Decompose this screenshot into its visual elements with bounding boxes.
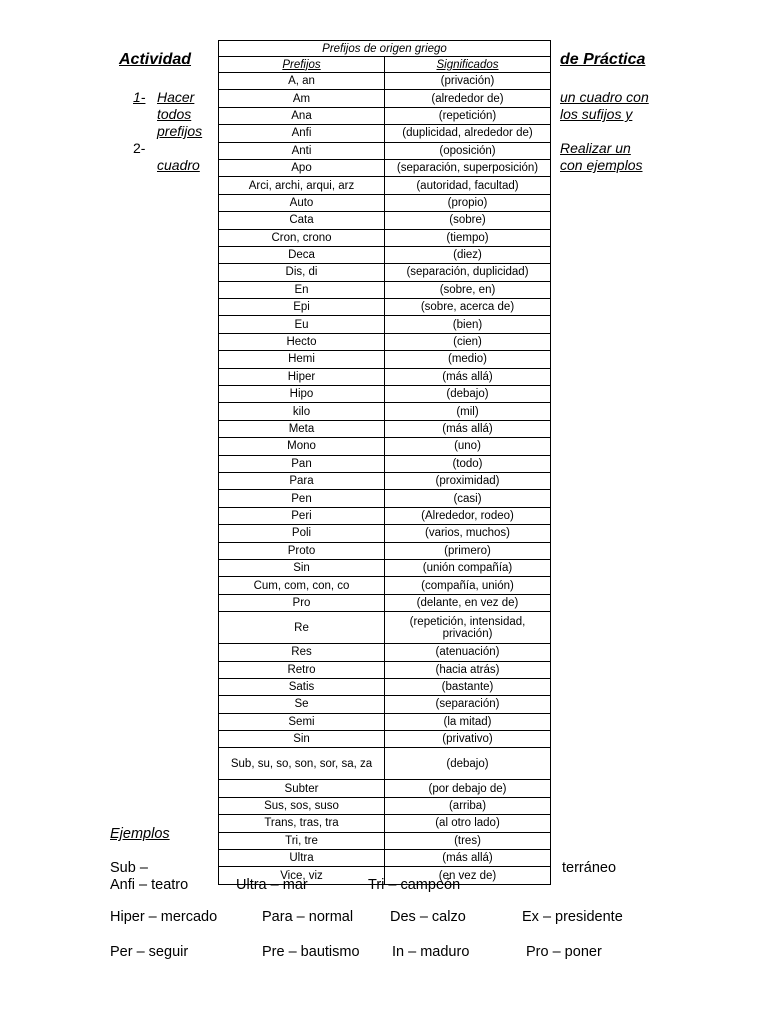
example-ultra: Ultra – mar <box>236 877 308 893</box>
table-row <box>219 386 551 403</box>
example-hiper: Hiper – mercado <box>110 909 218 925</box>
table-row <box>219 832 551 849</box>
meaning-cell: (tiempo) <box>385 229 551 246</box>
meaning-cell: (proximidad) <box>385 472 551 489</box>
instruction-1-left-line2: todos <box>157 106 192 122</box>
meaning-cell: (separación, duplicidad) <box>385 264 551 281</box>
table-row <box>219 246 551 263</box>
prefix-cell: Subter <box>219 780 385 797</box>
table-row <box>219 299 551 316</box>
meaning-cell: (tres) <box>385 832 551 849</box>
examples-label: Ejemplos <box>110 826 170 842</box>
table-row <box>219 713 551 730</box>
table-row <box>219 264 551 281</box>
prefix-cell: Anfi <box>219 125 385 142</box>
meaning-cell: (bastante) <box>385 678 551 695</box>
table-row <box>219 142 551 159</box>
meaning-cell: (oposición) <box>385 142 551 159</box>
example-per: Per – seguir <box>110 944 189 960</box>
meaning-cell: (bien) <box>385 316 551 333</box>
prefix-cell: Mono <box>219 438 385 455</box>
prefix-cell: Ana <box>219 107 385 124</box>
meaning-cell: (atenuación) <box>385 644 551 661</box>
prefix-cell: Pen <box>219 490 385 507</box>
prefix-cell: Dis, di <box>219 264 385 281</box>
prefix-cell: Auto <box>219 194 385 211</box>
meaning-cell: (al otro lado) <box>385 815 551 832</box>
meaning-cell: (Alrededor, rodeo) <box>385 507 551 524</box>
heading-de-practica: de Práctica <box>560 51 646 68</box>
column-header-significados: Significados <box>385 57 551 73</box>
prefix-cell: Cata <box>219 212 385 229</box>
meaning-cell: (sobre, acerca de) <box>385 299 551 316</box>
meaning-cell: (uno) <box>385 438 551 455</box>
prefix-cell: Sus, sos, suso <box>219 797 385 814</box>
meaning-cell: (separación) <box>385 696 551 713</box>
prefix-cell: Sin <box>219 731 385 748</box>
prefix-cell: Anti <box>219 142 385 159</box>
table-row <box>219 850 551 867</box>
table-row <box>219 507 551 524</box>
instruction-2-right-line2: con ejemplos <box>560 157 643 173</box>
example-para: Para – normal <box>262 909 354 925</box>
meaning-cell: (la mitad) <box>385 713 551 730</box>
instruction-1-right-line1: un cuadro con <box>560 89 649 105</box>
prefix-cell: Para <box>219 472 385 489</box>
table-row <box>219 316 551 333</box>
prefix-cell: Sin <box>219 559 385 576</box>
example-anfi: Anfi – teatro <box>110 877 189 893</box>
prefix-table <box>218 40 551 885</box>
table-row <box>219 490 551 507</box>
meaning-cell: (más allá) <box>385 420 551 437</box>
example-tri: Tri – campeón <box>368 877 461 893</box>
prefix-cell: Semi <box>219 713 385 730</box>
meaning-cell: (casi) <box>385 490 551 507</box>
prefix-cell: Re <box>219 612 385 644</box>
table-row <box>219 351 551 368</box>
table-row <box>219 525 551 542</box>
prefix-cell: Apo <box>219 159 385 176</box>
prefix-cell: Hemi <box>219 351 385 368</box>
example-sub-left: Sub – <box>110 860 148 876</box>
table-row <box>219 159 551 176</box>
prefix-cell: Cron, crono <box>219 229 385 246</box>
table-row <box>219 696 551 713</box>
table-row <box>219 748 551 780</box>
table-row <box>219 403 551 420</box>
prefix-cell: Epi <box>219 299 385 316</box>
table-row <box>219 455 551 472</box>
table-row <box>219 333 551 350</box>
meaning-cell: (mil) <box>385 403 551 420</box>
table-row <box>219 542 551 559</box>
prefix-cell: Arci, archi, arqui, arz <box>219 177 385 194</box>
example-ex: Ex – presidente <box>522 909 623 925</box>
table-row <box>219 438 551 455</box>
prefix-cell: Satis <box>219 678 385 695</box>
meaning-cell: (duplicidad, alrededor de) <box>385 125 551 142</box>
table-row <box>219 731 551 748</box>
meaning-cell: (autoridad, facultad) <box>385 177 551 194</box>
instruction-1-right-line2: los sufijos y <box>560 106 633 122</box>
table-title: Prefijos de origen griego <box>219 41 551 57</box>
meaning-cell: (varios, muchos) <box>385 525 551 542</box>
table-row <box>219 420 551 437</box>
prefix-cell: Am <box>219 90 385 107</box>
meaning-cell: (medio) <box>385 351 551 368</box>
meaning-cell: (repetición, intensidad, privación) <box>385 612 551 644</box>
prefix-cell: Vice, viz <box>219 867 385 884</box>
example-pro: Pro – poner <box>526 944 602 960</box>
meaning-cell: (por debajo de) <box>385 780 551 797</box>
instruction-2-left: cuadro <box>157 157 200 173</box>
table-row <box>219 368 551 385</box>
table-row <box>219 780 551 797</box>
prefix-cell: Retro <box>219 661 385 678</box>
meaning-cell: (privativo) <box>385 731 551 748</box>
prefix-cell: Deca <box>219 246 385 263</box>
meaning-cell: (hacia atrás) <box>385 661 551 678</box>
table-row <box>219 212 551 229</box>
instruction-1-number: 1- <box>133 89 146 105</box>
example-des: Des – calzo <box>390 909 466 925</box>
meaning-cell: (debajo) <box>385 386 551 403</box>
prefix-cell: Hiper <box>219 368 385 385</box>
meaning-cell: (alrededor de) <box>385 90 551 107</box>
meaning-cell: (compañía, unión) <box>385 577 551 594</box>
column-header-prefijos: Prefijos <box>219 57 385 73</box>
table-row <box>219 559 551 576</box>
table-row <box>219 797 551 814</box>
prefix-cell: Trans, tras, tra <box>219 815 385 832</box>
meaning-cell: (arriba) <box>385 797 551 814</box>
table-row <box>219 594 551 611</box>
prefix-cell: Poli <box>219 525 385 542</box>
meaning-cell: (unión compañía) <box>385 559 551 576</box>
prefix-cell: A, an <box>219 73 385 90</box>
prefix-cell: Res <box>219 644 385 661</box>
prefix-cell: Se <box>219 696 385 713</box>
table-row <box>219 612 551 644</box>
table-row <box>219 577 551 594</box>
meaning-cell: (más allá) <box>385 850 551 867</box>
instruction-2-number: 2- <box>133 140 146 156</box>
example-pre: Pre – bautismo <box>262 944 360 960</box>
table-row <box>219 229 551 246</box>
instruction-2-right-line1: Realizar un <box>560 140 631 156</box>
prefix-cell: Pro <box>219 594 385 611</box>
meaning-cell: (primero) <box>385 542 551 559</box>
table-row <box>219 194 551 211</box>
prefix-cell: Hipo <box>219 386 385 403</box>
meaning-cell: (todo) <box>385 455 551 472</box>
prefix-cell: Hecto <box>219 333 385 350</box>
heading-actividad: Actividad <box>119 51 192 68</box>
example-sub-right: terráneo <box>562 860 617 876</box>
meaning-cell: (sobre, en) <box>385 281 551 298</box>
prefix-cell: En <box>219 281 385 298</box>
example-in: In – maduro <box>392 944 470 960</box>
prefix-cell: Ultra <box>219 850 385 867</box>
table-row <box>219 125 551 142</box>
meaning-cell: (debajo) <box>385 748 551 780</box>
prefix-cell: Sub, su, so, son, sor, sa, za <box>219 748 385 780</box>
prefix-cell: Eu <box>219 316 385 333</box>
meaning-cell: (cien) <box>385 333 551 350</box>
table-row <box>219 281 551 298</box>
meaning-cell: (privación) <box>385 73 551 90</box>
prefix-cell: Peri <box>219 507 385 524</box>
prefix-cell: kilo <box>219 403 385 420</box>
prefix-cell: Pan <box>219 455 385 472</box>
meaning-cell: (repetición) <box>385 107 551 124</box>
prefix-cell: Meta <box>219 420 385 437</box>
meaning-cell: (diez) <box>385 246 551 263</box>
prefix-cell: Tri, tre <box>219 832 385 849</box>
table-row <box>219 90 551 107</box>
meaning-cell: (delante, en vez de) <box>385 594 551 611</box>
meaning-cell: (más allá) <box>385 368 551 385</box>
meaning-cell: (sobre) <box>385 212 551 229</box>
meaning-cell: (separación, superposición) <box>385 159 551 176</box>
table-row <box>219 177 551 194</box>
meaning-cell: (en vez de) <box>385 867 551 884</box>
instruction-1-left-line3: prefijos <box>157 123 203 139</box>
instruction-1-left-line1: Hacer <box>157 89 195 105</box>
table-row <box>219 73 551 90</box>
table-row <box>219 661 551 678</box>
table-row <box>219 644 551 661</box>
prefix-cell: Proto <box>219 542 385 559</box>
table-row <box>219 107 551 124</box>
meaning-cell: (propio) <box>385 194 551 211</box>
table-row <box>219 678 551 695</box>
prefix-cell: Cum, com, con, co <box>219 577 385 594</box>
table-row <box>219 472 551 489</box>
table-row <box>219 815 551 832</box>
